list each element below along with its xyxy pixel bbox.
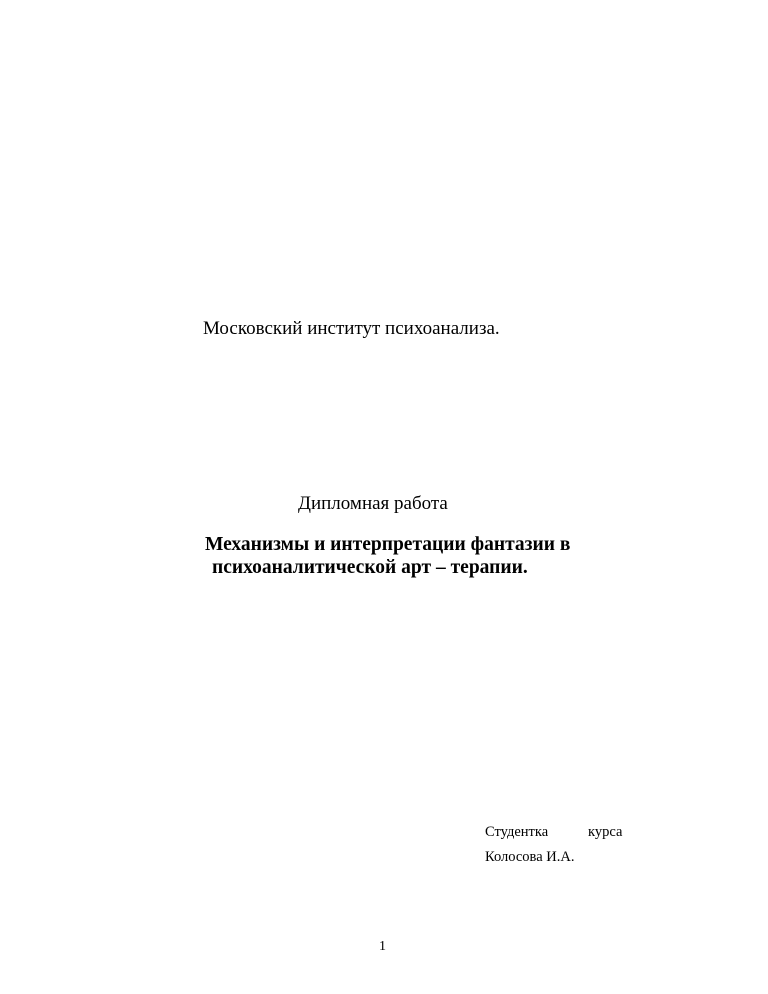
- work-type-heading: Дипломная работа: [298, 493, 448, 514]
- student-label: Студентка: [485, 824, 549, 840]
- thesis-title-line-1: Механизмы и интерпретации фантазии в: [205, 534, 571, 555]
- thesis-title-line-2: психоаналитической арт – терапии.: [212, 557, 528, 578]
- author-name: Колосова И.А.: [485, 849, 575, 865]
- institute-name: Московский институт психоанализа.: [203, 318, 500, 339]
- course-label: курса: [588, 824, 623, 840]
- page-number: 1: [379, 939, 386, 954]
